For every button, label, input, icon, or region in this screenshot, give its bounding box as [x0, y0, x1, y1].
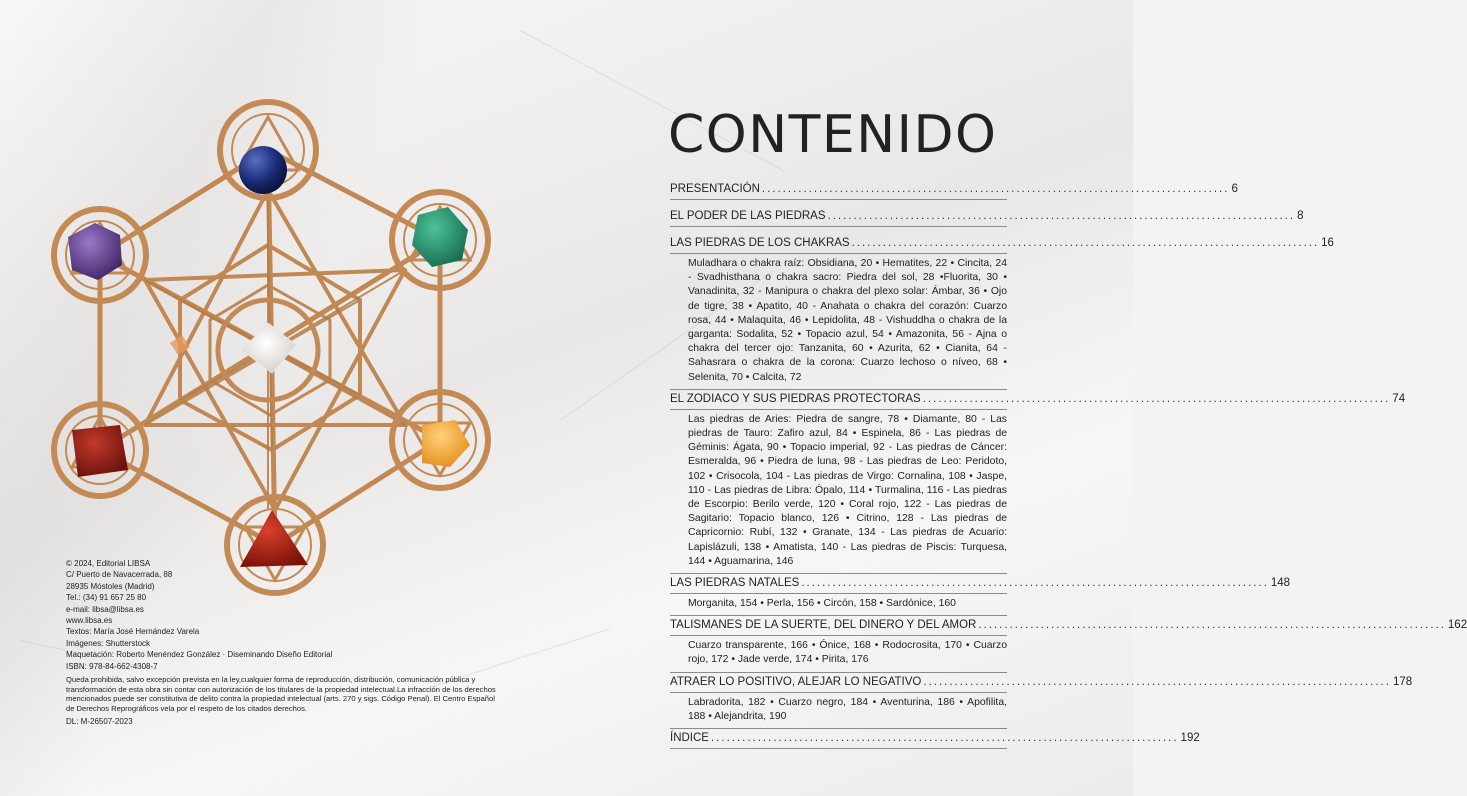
toc-entry-page: 8 — [1297, 210, 1304, 222]
toc-entry[interactable] — [670, 616, 1467, 636]
toc-entry-page: 178 — [1392, 675, 1413, 688]
toc-entry-page: 16 — [1321, 237, 1334, 249]
toc-entry[interactable] — [670, 207, 1304, 227]
toc-entry-title: ÍNDICE — [670, 732, 709, 745]
toc-leader-dots: .......................................................................................... — [978, 619, 1446, 632]
toc-entry-page: 162 — [1447, 619, 1467, 632]
toc-entry-page: 192 — [1180, 732, 1200, 745]
toc-entry-title: LAS PIEDRAS DE LOS CHAKRAS — [670, 237, 850, 249]
colophon-line: Maquetación: Roberto Menéndez González · Diseminando Diseño Editorial — [66, 650, 333, 660]
colophon-line: ISBN: 978-84-662-4308-7 — [66, 661, 158, 671]
green-aventurine-dodecahedron — [412, 207, 468, 267]
table-of-contents — [670, 180, 1467, 749]
toc-subentries-zodiac: Las piedras de Aries: Piedra de sangre, 78 • Diamante, 80 - Las piedras de Tauro: Zafiro azul, 84 • Espinela, 86 - Las piedras de Géminis: Ágata, 90 • Topacio imperial, 92 - Las piedras de Cáncer: Esmeralda, 96 • Piedra de luna, 98 - Las piedras de Leo: Peridoto, 102 • Crisocola, 104 - Las piedras de Virgo: Cornalina, 108 • Jaspe, 110 - Las piedras de Libra: Ópalo, 114 • Turmalina, 116 - Las piedras de Escorpio: Berilo verde, 120 • Coral rojo, 122 - Las piedras de Sagitario: Topacio blanco, 126 • Citrino, 128 - Las piedras de Capricornio: Rubí, 132 • Granate, 134 - Las piedras de Acuario: Lapislázuli, 138 • Amatista, 140 - Las piedras de Piscis: Turquesa, 144 • Aguamarina, 146 — [670, 410, 1007, 574]
clear-quartz-octahedron — [242, 323, 296, 373]
toc-entry[interactable] — [670, 574, 1291, 594]
colophon-line: www.libsa.es — [66, 616, 113, 626]
colophon-line: © 2024, Editorial LIBSA — [66, 559, 151, 568]
colophon — [66, 558, 496, 727]
toc-entry-page: 74 — [1392, 392, 1406, 405]
toc-entry[interactable] — [670, 234, 1334, 254]
colophon-line: Tel.: (34) 91 657 25 80 — [66, 593, 147, 603]
crystal-grid-image — [50, 95, 500, 605]
colophon-line: Imágenes: Shutterstock — [66, 638, 151, 648]
toc-subentries-positive: Labradorita, 182 • Cuarzo negro, 184 • Aventurina, 186 • Apofilita, 188 • Alejandrita, 190 — [670, 693, 1007, 729]
toc-leader-dots: .......................................................................................... — [922, 392, 1391, 405]
toc-entry-title: EL ZODIACO Y SUS PIEDRAS PROTECTORAS — [670, 392, 921, 405]
toc-leader-dots: .......................................................................................... — [923, 675, 1391, 688]
toc-leader-dots: .......................................................................................... — [851, 237, 1320, 249]
toc-entry[interactable] — [670, 390, 1406, 410]
red-jasper-cube — [72, 425, 128, 477]
orange-calcite-stone — [422, 420, 470, 467]
colophon-line: C/ Puerto de Navacerrada, 88 — [66, 570, 173, 580]
toc-leader-dots: .......................................................................................... — [761, 183, 1230, 195]
toc-entry-title: EL PODER DE LAS PIEDRAS — [670, 210, 826, 222]
toc-subentries-natal: Morganita, 154 • Perla, 156 • Circón, 158 • Sardónice, 160 — [670, 594, 1007, 616]
colophon-line: Textos: María José Hernández Varela — [66, 627, 200, 637]
copyright-notice: Queda prohibida, salvo excepción prevista en la ley,cualquier forma de reproducción, distribución, comunicación pública y transformación de esta obra sin contar con autorización de los titulares de la propiedad intelectual.La infracción de los derechos mencionados puede ser constitutiva de delito contra la propiedad intelectual (arts. 270 y sigs. Código Penal). El Centro Español de Derechos Reprográficos vela por el respeto de los citados derechos. — [66, 675, 496, 713]
toc-entry[interactable] — [670, 180, 1238, 200]
legal-deposit: DL: M-26507-2023 — [66, 717, 133, 727]
toc-entry-title: PRESENTACIÓN — [670, 183, 760, 195]
toc-entry-title: TALISMANES DE LA SUERTE, DEL DINERO Y DEL AMOR — [670, 619, 977, 632]
toc-entry-page: 148 — [1270, 577, 1291, 590]
toc-entry-page: 6 — [1231, 183, 1238, 195]
colophon-line: 28935 Móstoles (Madrid) — [66, 581, 155, 591]
toc-leader-dots: .......................................................................................... — [710, 732, 1179, 745]
toc-entry[interactable] — [670, 673, 1413, 693]
colophon-line: e-mail: libsa@libsa.es — [66, 604, 144, 614]
toc-subentries-chakras: Muladhara o chakra raíz: Obsidiana, 20 • Hematites, 22 • Cincita, 24 - Svadhisthana o chakra sacro: Piedra del sol, 28 •Fluorita, 30 • Vanadinita, 32 - Manipura o chakra del plexo solar: Ámbar, 36 • Ojo de tigre, 38 • Apatito, 40 - Anahata o chakra del corazón: Cuarzo rosa, 44 • Malaquita, 46 • Lepidolita, 48 - Vishuddha o chakra de la garganta: Sodalita, 52 • Topacio azul, 54 • Amazonita, 56 - Ajna o chakra del tercer ojo: Tanzanita, 60 • Azurita, 62 • Cianita, 64 - Sahasrara o chakra de la corona: Cuarzo lechoso o níveo, 68 • Selenita, 70 • Calcita, 72 — [670, 254, 1007, 390]
page-title: CONTENIDO — [668, 105, 998, 165]
toc-entry-title: ATRAER LO POSITIVO, ALEJAR LO NEGATIVO — [670, 675, 922, 688]
toc-entry-title: LAS PIEDRAS NATALES — [670, 577, 800, 590]
toc-leader-dots: .......................................................................................... — [801, 577, 1269, 590]
toc-leader-dots: .......................................................................................... — [827, 210, 1296, 222]
toc-entry[interactable] — [670, 729, 1200, 749]
toc-subentries-talismans: Cuarzo transparente, 166 • Ónice, 168 • Rodocrosita, 170 • Cuarzo rojo, 172 • Jade verde, 174 • Pirita, 176 — [670, 636, 1007, 672]
lapis-sphere — [239, 146, 287, 194]
